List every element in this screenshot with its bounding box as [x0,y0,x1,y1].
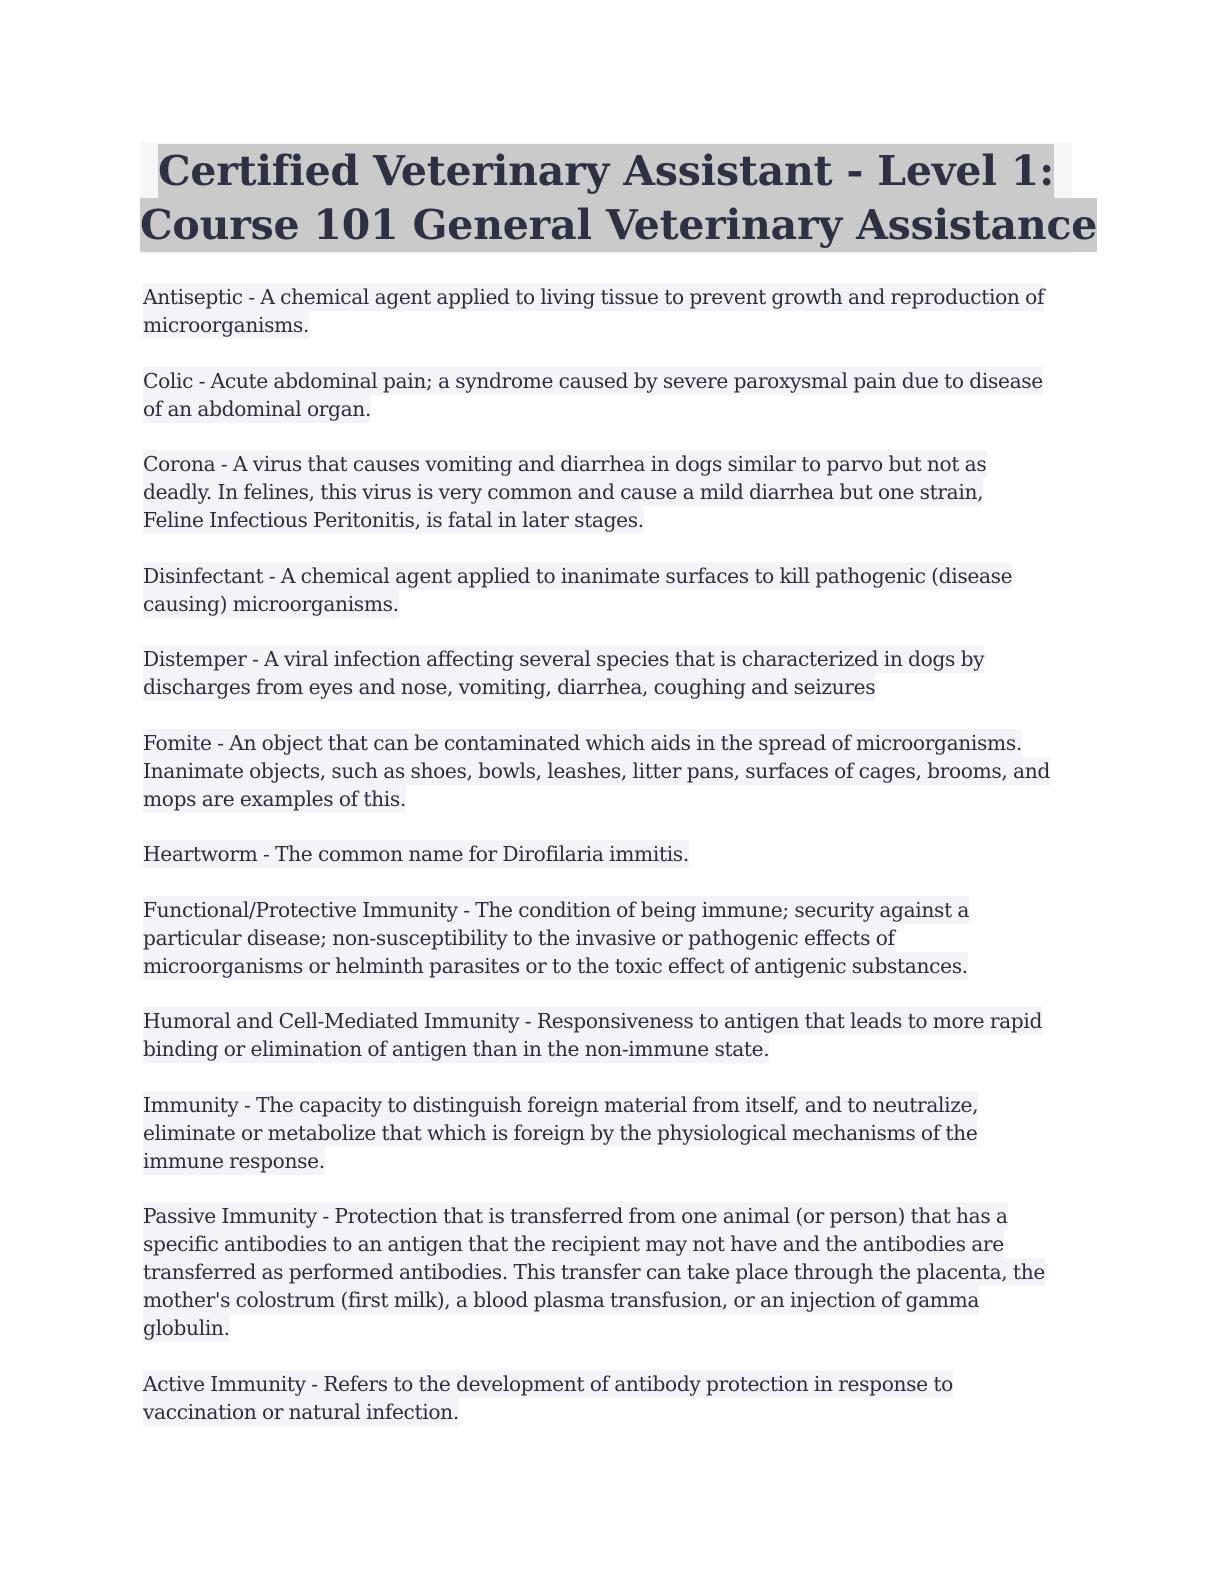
entry-line: Antiseptic - A chemical agent applied to living tissue to prevent growth and reproduction of [143,285,1045,309]
entry-line: transferred as performed antibodies. This transfer can take place through the placenta, the [143,1260,1045,1284]
entry-line: binding or elimination of antigen than in the non-immune state. [143,1037,770,1061]
document-title [140,142,1098,254]
entry-line: deadly. In felines, this virus is very common and cause a mild diarrhea but one strain, [143,480,984,504]
entry-line: Inanimate objects, such as shoes, bowls, leashes, litter pans, surfaces of cages, brooms, and [143,758,1050,783]
title-line-2: Course 101 General Veterinary Assistance [140,198,1097,252]
entry-line: causing) microorganisms. [143,591,399,616]
entry-line: particular disease; non-susceptibility to the invasive or pathogenic effects of [143,925,895,950]
entry-line: Distemper - A viral infection affecting several species that is characterized in dogs by [143,647,985,671]
glossary-entry [143,1007,1083,1063]
glossary-entry [143,1202,1083,1342]
entry-line: globulin. [143,1316,230,1340]
title-line-1: Certified Veterinary Assistant - Level 1: [158,144,1054,198]
entry-line: discharges from eyes and nose, vomiting, diarrhea, coughing and seizures [143,675,876,699]
glossary-entry [143,1091,1083,1175]
glossary-entry [143,367,1083,423]
glossary-entry [143,283,1083,339]
entry-line: eliminate or metabolize that which is foreign by the physiological mechanisms of the [143,1120,978,1145]
entry-line: Immunity - The capacity to distinguish foreign material from itself, and to neutralize, [143,1092,979,1117]
entry-line: mops are examples of this. [143,786,406,811]
glossary-entry [143,896,1083,980]
entry-line: Disinfectant - A chemical agent applied to inanimate surfaces to kill pathogenic (disease [143,563,1013,588]
glossary-entry [143,1370,1083,1426]
entry-line: Corona - A virus that causes vomiting and diarrhea in dogs similar to parvo but not as [143,452,987,476]
entry-line: microorganisms. [143,313,309,337]
glossary-entry [143,645,1083,701]
entry-line: mother's colostrum (first milk), a blood plasma transfusion, or an injection of gamma [143,1288,980,1312]
entry-line: Feline Infectious Peritonitis, is fatal in later stages. [143,508,644,532]
entry-line: Colic - Acute abdominal pain; a syndrome caused by severe paroxysmal pain due to disease [143,368,1043,393]
entry-line: Passive Immunity - Protection that is transferred from one animal (or person) that has a [143,1204,1008,1228]
entry-line: Fomite - An object that can be contaminated which aids in the spread of microorganisms. [143,730,1022,755]
entry-line: Humoral and Cell-Mediated Immunity - Responsiveness to antigen that leads to more rapid [143,1009,1043,1033]
entry-line: microorganisms or helminth parasites or to the toxic effect of antigenic substances. [143,953,968,978]
entry-line: Heartworm - The common name for Dirofilaria immitis. [143,842,689,866]
glossary-entries [143,283,1083,1453]
entry-line: Functional/Protective Immunity - The condition of being immune; security against a [143,897,970,922]
glossary-entry [143,562,1083,618]
glossary-entry [143,729,1083,813]
glossary-entry [143,450,1083,534]
glossary-entry [143,840,1083,868]
entry-line: vaccination or natural infection. [143,1399,459,1424]
entry-line: Active Immunity - Refers to the development of antibody protection in response to [143,1371,953,1396]
entry-line: immune response. [143,1148,325,1173]
entry-line: specific antibodies to an antigen that the recipient may not have and the antibodies are [143,1232,1004,1256]
entry-line: of an abdominal organ. [143,396,372,421]
